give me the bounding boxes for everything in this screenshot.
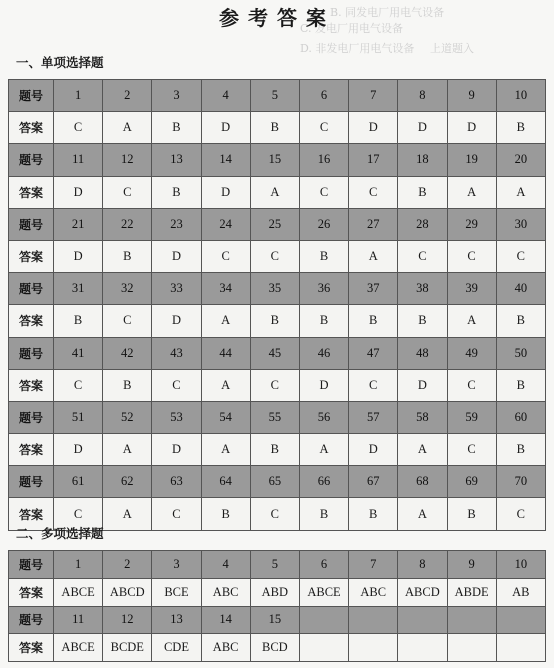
question-number-cell: 54 bbox=[201, 401, 250, 433]
answer-cell: ABDE bbox=[447, 578, 496, 606]
answer-cell: BCDE bbox=[103, 634, 152, 662]
number-row bbox=[9, 401, 546, 433]
row-label-number: 题号 bbox=[9, 606, 54, 634]
question-number-cell: 41 bbox=[54, 337, 103, 369]
answer-cell: B bbox=[152, 112, 201, 144]
answer-cell: C bbox=[447, 369, 496, 401]
answer-cell: A bbox=[201, 434, 250, 466]
answer-cell: C bbox=[152, 498, 201, 530]
question-number-cell: 29 bbox=[447, 208, 496, 240]
row-label-number: 题号 bbox=[9, 144, 54, 176]
answer-cell: A bbox=[447, 176, 496, 208]
question-number-cell: 9 bbox=[447, 80, 496, 112]
answer-cell: C bbox=[103, 176, 152, 208]
answer-cell: C bbox=[152, 369, 201, 401]
answer-cell: A bbox=[201, 305, 250, 337]
answer-cell: B bbox=[250, 434, 299, 466]
question-number-cell: 68 bbox=[398, 466, 447, 498]
question-number-cell: 66 bbox=[299, 466, 348, 498]
question-number-cell: 18 bbox=[398, 144, 447, 176]
answer-cell: A bbox=[447, 305, 496, 337]
question-number-cell: 43 bbox=[152, 337, 201, 369]
page-title: 参考答案 bbox=[219, 6, 335, 30]
number-row bbox=[9, 80, 546, 112]
answer-cell: D bbox=[201, 112, 250, 144]
answer-row bbox=[9, 112, 546, 144]
question-number-cell: 28 bbox=[398, 208, 447, 240]
question-number-cell: 55 bbox=[250, 401, 299, 433]
question-number-cell: 2 bbox=[103, 80, 152, 112]
question-number-cell: 57 bbox=[349, 401, 398, 433]
answer-cell: A bbox=[299, 434, 348, 466]
answer-cell: A bbox=[250, 176, 299, 208]
question-number-cell: 17 bbox=[349, 144, 398, 176]
answer-cell: A bbox=[349, 240, 398, 272]
answer-cell: C bbox=[54, 498, 103, 530]
question-number-cell: 45 bbox=[250, 337, 299, 369]
question-number-cell bbox=[447, 606, 496, 634]
row-label-number: 题号 bbox=[9, 551, 54, 579]
answer-cell: B bbox=[299, 498, 348, 530]
question-number-cell: 56 bbox=[299, 401, 348, 433]
answer-cell: B bbox=[496, 369, 545, 401]
answer-cell: C bbox=[103, 305, 152, 337]
question-number-cell: 32 bbox=[103, 273, 152, 305]
answer-cell: D bbox=[299, 369, 348, 401]
answer-cell: C bbox=[496, 240, 545, 272]
question-number-cell: 33 bbox=[152, 273, 201, 305]
answer-cell: C bbox=[299, 112, 348, 144]
single-choice-answer-table bbox=[8, 79, 546, 531]
answer-cell: D bbox=[398, 112, 447, 144]
answer-cell: B bbox=[398, 176, 447, 208]
answer-cell: D bbox=[349, 434, 398, 466]
answer-cell: D bbox=[54, 434, 103, 466]
answer-cell: B bbox=[496, 305, 545, 337]
question-number-cell: 52 bbox=[103, 401, 152, 433]
answer-row bbox=[9, 240, 546, 272]
question-number-cell: 67 bbox=[349, 466, 398, 498]
question-number-cell: 16 bbox=[299, 144, 348, 176]
answer-cell: C bbox=[250, 498, 299, 530]
answer-cell: C bbox=[398, 240, 447, 272]
question-number-cell: 1 bbox=[54, 551, 103, 579]
question-number-cell: 1 bbox=[54, 80, 103, 112]
question-number-cell: 65 bbox=[250, 466, 299, 498]
question-number-cell: 8 bbox=[398, 551, 447, 579]
row-label-answer: 答案 bbox=[9, 176, 54, 208]
bleed-through-text: B. 同发电厂用电气设备 bbox=[330, 6, 445, 19]
number-row bbox=[9, 551, 546, 579]
answer-cell: A bbox=[103, 112, 152, 144]
answer-cell: B bbox=[103, 240, 152, 272]
question-number-cell: 7 bbox=[349, 551, 398, 579]
multiple-choice-answer-table bbox=[8, 550, 546, 662]
question-number-cell: 69 bbox=[447, 466, 496, 498]
number-row bbox=[9, 606, 546, 634]
question-number-cell: 34 bbox=[201, 273, 250, 305]
answer-cell: B bbox=[201, 498, 250, 530]
question-number-cell: 40 bbox=[496, 273, 545, 305]
answer-cell: C bbox=[250, 369, 299, 401]
answer-cell: D bbox=[152, 305, 201, 337]
row-label-answer: 答案 bbox=[9, 498, 54, 530]
answer-cell: B bbox=[496, 434, 545, 466]
question-number-cell: 50 bbox=[496, 337, 545, 369]
answer-cell: C bbox=[496, 498, 545, 530]
row-label-answer: 答案 bbox=[9, 240, 54, 272]
row-label-number: 题号 bbox=[9, 401, 54, 433]
number-row bbox=[9, 208, 546, 240]
row-label-answer: 答案 bbox=[9, 578, 54, 606]
row-label-answer: 答案 bbox=[9, 634, 54, 662]
answer-cell: C bbox=[201, 240, 250, 272]
answer-cell: A bbox=[103, 434, 152, 466]
question-number-cell: 39 bbox=[447, 273, 496, 305]
answer-cell: C bbox=[54, 369, 103, 401]
question-number-cell: 58 bbox=[398, 401, 447, 433]
answer-cell: B bbox=[103, 369, 152, 401]
question-number-cell: 53 bbox=[152, 401, 201, 433]
question-number-cell: 70 bbox=[496, 466, 545, 498]
question-number-cell: 15 bbox=[250, 144, 299, 176]
answer-cell: C bbox=[349, 176, 398, 208]
question-number-cell: 10 bbox=[496, 551, 545, 579]
answer-cell: A bbox=[496, 176, 545, 208]
answer-cell: ABCE bbox=[54, 578, 103, 606]
question-number-cell: 14 bbox=[201, 606, 250, 634]
answer-cell: C bbox=[349, 369, 398, 401]
bleed-through-text: 上道题入 bbox=[430, 42, 474, 55]
question-number-cell: 47 bbox=[349, 337, 398, 369]
question-number-cell: 9 bbox=[447, 551, 496, 579]
question-number-cell: 49 bbox=[447, 337, 496, 369]
question-number-cell: 7 bbox=[349, 80, 398, 112]
answer-cell: B bbox=[152, 176, 201, 208]
question-number-cell: 6 bbox=[299, 551, 348, 579]
answer-cell: BCE bbox=[152, 578, 201, 606]
question-number-cell: 37 bbox=[349, 273, 398, 305]
answer-cell: C bbox=[250, 240, 299, 272]
answer-row bbox=[9, 434, 546, 466]
answer-cell: B bbox=[349, 498, 398, 530]
answer-cell: A bbox=[398, 434, 447, 466]
question-number-cell: 14 bbox=[201, 144, 250, 176]
question-number-cell: 2 bbox=[103, 551, 152, 579]
answer-cell: D bbox=[54, 240, 103, 272]
answer-row bbox=[9, 305, 546, 337]
question-number-cell: 27 bbox=[349, 208, 398, 240]
question-number-cell: 11 bbox=[54, 606, 103, 634]
answer-cell: B bbox=[447, 498, 496, 530]
row-label-answer: 答案 bbox=[9, 305, 54, 337]
answer-cell: BCD bbox=[250, 634, 299, 662]
question-number-cell: 5 bbox=[250, 551, 299, 579]
question-number-cell bbox=[349, 606, 398, 634]
answer-cell: B bbox=[299, 240, 348, 272]
row-label-answer: 答案 bbox=[9, 112, 54, 144]
answer-cell: B bbox=[299, 305, 348, 337]
answer-row bbox=[9, 176, 546, 208]
answer-cell bbox=[398, 634, 447, 662]
answer-cell bbox=[447, 634, 496, 662]
question-number-cell: 4 bbox=[201, 551, 250, 579]
question-number-cell: 15 bbox=[250, 606, 299, 634]
question-number-cell: 59 bbox=[447, 401, 496, 433]
question-number-cell: 3 bbox=[152, 80, 201, 112]
question-number-cell: 46 bbox=[299, 337, 348, 369]
question-number-cell: 8 bbox=[398, 80, 447, 112]
question-number-cell: 51 bbox=[54, 401, 103, 433]
question-number-cell: 22 bbox=[103, 208, 152, 240]
row-label-number: 题号 bbox=[9, 273, 54, 305]
answer-cell: ABCD bbox=[398, 578, 447, 606]
question-number-cell bbox=[398, 606, 447, 634]
answer-cell: ABC bbox=[349, 578, 398, 606]
question-number-cell: 6 bbox=[299, 80, 348, 112]
question-number-cell: 64 bbox=[201, 466, 250, 498]
question-number-cell: 48 bbox=[398, 337, 447, 369]
answer-cell: D bbox=[152, 240, 201, 272]
question-number-cell: 30 bbox=[496, 208, 545, 240]
answer-cell: D bbox=[398, 369, 447, 401]
question-number-cell: 5 bbox=[250, 80, 299, 112]
bleed-through-text: D. 非发电厂用电气设备 bbox=[300, 42, 415, 55]
question-number-cell: 20 bbox=[496, 144, 545, 176]
question-number-cell: 10 bbox=[496, 80, 545, 112]
answer-cell: ABCE bbox=[299, 578, 348, 606]
question-number-cell: 11 bbox=[54, 144, 103, 176]
question-number-cell: 44 bbox=[201, 337, 250, 369]
question-number-cell: 23 bbox=[152, 208, 201, 240]
number-row bbox=[9, 466, 546, 498]
answer-cell: B bbox=[398, 305, 447, 337]
question-number-cell bbox=[299, 606, 348, 634]
row-label-number: 题号 bbox=[9, 208, 54, 240]
question-number-cell: 31 bbox=[54, 273, 103, 305]
answer-cell: D bbox=[54, 176, 103, 208]
question-number-cell: 4 bbox=[201, 80, 250, 112]
answer-cell bbox=[496, 634, 545, 662]
row-label-answer: 答案 bbox=[9, 434, 54, 466]
answer-cell: D bbox=[152, 434, 201, 466]
question-number-cell: 26 bbox=[299, 208, 348, 240]
answer-cell: B bbox=[54, 305, 103, 337]
number-row bbox=[9, 144, 546, 176]
row-label-number: 题号 bbox=[9, 337, 54, 369]
answer-row bbox=[9, 369, 546, 401]
answer-cell: A bbox=[201, 369, 250, 401]
answer-cell: B bbox=[250, 305, 299, 337]
question-number-cell: 21 bbox=[54, 208, 103, 240]
question-number-cell: 35 bbox=[250, 273, 299, 305]
question-number-cell: 61 bbox=[54, 466, 103, 498]
answer-cell: C bbox=[447, 434, 496, 466]
answer-cell: D bbox=[349, 112, 398, 144]
question-number-cell: 13 bbox=[152, 606, 201, 634]
answer-cell: ABC bbox=[201, 634, 250, 662]
answer-cell: ABD bbox=[250, 578, 299, 606]
answer-row bbox=[9, 634, 546, 662]
question-number-cell: 24 bbox=[201, 208, 250, 240]
answer-cell: C bbox=[54, 112, 103, 144]
row-label-answer: 答案 bbox=[9, 369, 54, 401]
answer-cell: ABCE bbox=[54, 634, 103, 662]
row-label-number: 题号 bbox=[9, 466, 54, 498]
section-heading-multiple-choice: 二、多项选择题 bbox=[16, 526, 104, 541]
answer-cell: ABCD bbox=[103, 578, 152, 606]
question-number-cell: 62 bbox=[103, 466, 152, 498]
question-number-cell: 42 bbox=[103, 337, 152, 369]
question-number-cell: 13 bbox=[152, 144, 201, 176]
question-number-cell: 12 bbox=[103, 606, 152, 634]
answer-cell: A bbox=[398, 498, 447, 530]
answer-cell bbox=[299, 634, 348, 662]
question-number-cell: 3 bbox=[152, 551, 201, 579]
question-number-cell bbox=[496, 606, 545, 634]
answer-cell: ABC bbox=[201, 578, 250, 606]
answer-cell: C bbox=[447, 240, 496, 272]
question-number-cell: 19 bbox=[447, 144, 496, 176]
row-label-number: 题号 bbox=[9, 80, 54, 112]
answer-cell: AB bbox=[496, 578, 545, 606]
question-number-cell: 60 bbox=[496, 401, 545, 433]
bleed-through-text: C. 发电厂用电气设备 bbox=[300, 22, 404, 35]
answer-cell: B bbox=[349, 305, 398, 337]
answer-cell: D bbox=[447, 112, 496, 144]
answer-cell: CDE bbox=[152, 634, 201, 662]
answer-cell: C bbox=[299, 176, 348, 208]
question-number-cell: 38 bbox=[398, 273, 447, 305]
answer-cell: A bbox=[103, 498, 152, 530]
number-row bbox=[9, 337, 546, 369]
section-heading-single-choice: 一、单项选择题 bbox=[16, 55, 104, 70]
question-number-cell: 63 bbox=[152, 466, 201, 498]
answer-row bbox=[9, 578, 546, 606]
question-number-cell: 12 bbox=[103, 144, 152, 176]
answer-cell: D bbox=[201, 176, 250, 208]
number-row bbox=[9, 273, 546, 305]
answer-cell: B bbox=[496, 112, 545, 144]
answer-cell: B bbox=[250, 112, 299, 144]
answer-cell bbox=[349, 634, 398, 662]
question-number-cell: 36 bbox=[299, 273, 348, 305]
question-number-cell: 25 bbox=[250, 208, 299, 240]
